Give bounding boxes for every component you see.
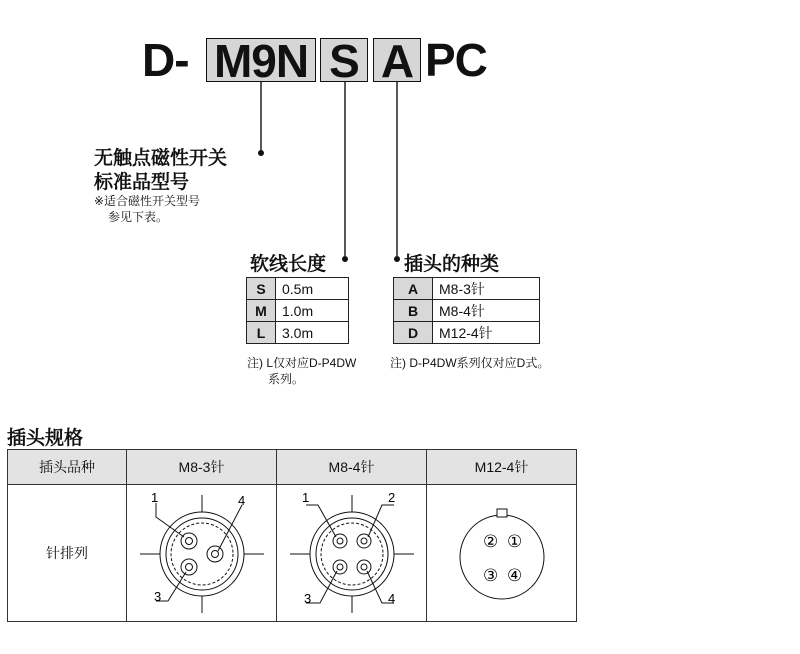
m12-4-pin-label-3: ③ <box>482 566 498 586</box>
table-row <box>394 300 540 322</box>
header-m8-3: M8-3针 <box>127 450 277 485</box>
m8-3-pin-label-3: 3 <box>153 589 161 604</box>
row-label-pin-layout: 针排列 <box>8 485 127 622</box>
connector-value: M8-3针 <box>433 278 540 300</box>
table-row <box>247 322 349 344</box>
switch-model-title-1: 无触点磁性开关 <box>94 148 228 169</box>
lead-code: S <box>247 278 276 300</box>
lead-code: M <box>247 300 276 322</box>
model-part-lead: S <box>320 38 368 82</box>
lead-value: 0.5m <box>276 278 349 300</box>
connector-type-table <box>393 277 540 344</box>
lead-value: 1.0m <box>276 300 349 322</box>
connector-type-title: 插头的种类 <box>404 254 500 275</box>
lead-code: L <box>247 322 276 344</box>
lead-length-note-2: 系列。 <box>268 372 305 386</box>
lead-length-note-1: 注) L仅对应D-P4DW <box>247 356 357 370</box>
switch-model-title-2: 标准品型号 <box>94 172 190 193</box>
model-prefix: D- <box>142 34 189 86</box>
table-row <box>247 278 349 300</box>
model-suffix: PC <box>425 34 487 86</box>
m8-4-pin-label-1: 1 <box>301 490 309 505</box>
connector-code: D <box>394 322 433 344</box>
connector-code: B <box>394 300 433 322</box>
table-header-row <box>8 450 577 485</box>
m8-4-pin-label-2: 2 <box>387 490 395 505</box>
diagram-m8-3 <box>127 485 277 622</box>
switch-model-note-2: 参见下表。 <box>108 210 169 224</box>
m8-4-pin-label-3: 3 <box>303 591 311 606</box>
table-row <box>247 300 349 322</box>
leader-dot-connector <box>394 256 400 262</box>
header-type: 插头品种 <box>8 450 127 485</box>
connector-value: M8-4针 <box>433 300 540 322</box>
m8-3-pin-label-4: 4 <box>237 493 245 508</box>
m12-4-pin-label-2: ② <box>482 532 498 552</box>
table-row <box>394 278 540 300</box>
model-part-connector: A <box>373 38 421 82</box>
lead-length-title: 软线长度 <box>250 254 327 275</box>
switch-model-note-1: ※适合磁性开关型号 <box>94 194 201 208</box>
header-m8-4: M8-4针 <box>277 450 427 485</box>
connector-value: M12-4针 <box>433 322 540 344</box>
table-row <box>8 485 577 622</box>
leader-dot-lead <box>342 256 348 262</box>
diagram-m8-4 <box>277 485 427 622</box>
connector-spec-title: 插头规格 <box>7 428 84 449</box>
lead-length-table <box>246 277 349 344</box>
m12-4-pin-diagram <box>432 489 572 617</box>
diagram-m12-4 <box>427 485 577 622</box>
connector-type-note: 注) D-P4DW系列仅对应D式。 <box>390 356 550 370</box>
m8-3-pin-label-1: 1 <box>150 490 158 505</box>
m8-4-pin-label-4: 4 <box>387 591 395 606</box>
model-part-type: M9N <box>206 38 316 82</box>
leader-dot-type <box>258 150 264 156</box>
header-m12-4: M12-4针 <box>427 450 577 485</box>
connector-spec-table <box>7 449 577 622</box>
lead-value: 3.0m <box>276 322 349 344</box>
m8-4-pin-diagram <box>282 489 422 617</box>
m12-4-pin-label-4: ④ <box>506 566 522 586</box>
table-row <box>394 322 540 344</box>
m12-4-pin-label-1: ① <box>506 532 522 552</box>
m8-3-pin-diagram <box>132 489 272 617</box>
connector-code: A <box>394 278 433 300</box>
